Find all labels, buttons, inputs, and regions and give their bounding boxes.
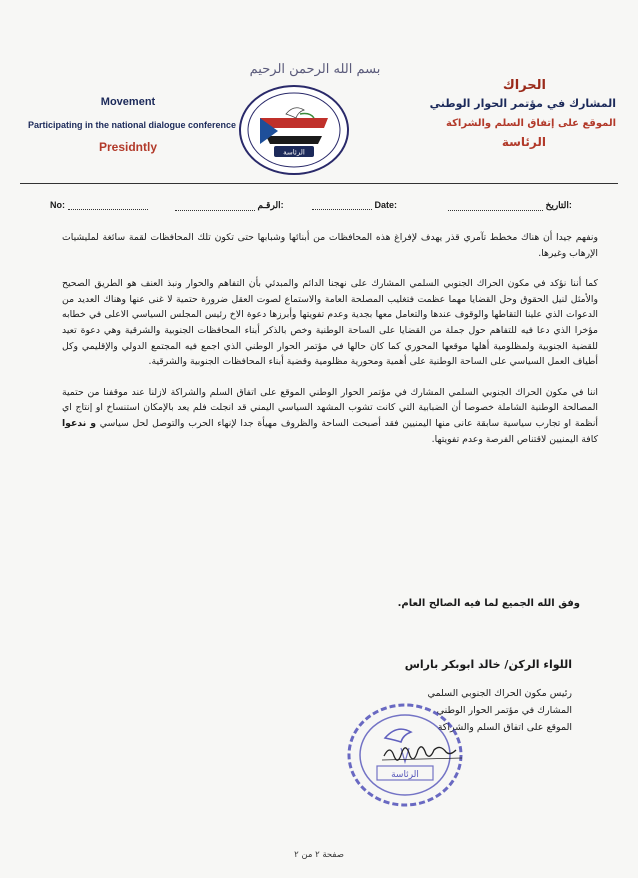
signatory-title-line-3: الموقع على اتفاق السلم والشراكة <box>437 722 572 733</box>
number-field-ar <box>175 200 284 211</box>
number-blank-ar <box>175 210 255 211</box>
number-field <box>50 200 148 210</box>
letter-body <box>62 230 598 462</box>
header-ar-signatory: الموقع على إتفاق السلم والشراكة <box>446 118 616 129</box>
header-ar-presidency: الرئاسة <box>501 135 546 149</box>
date-label: Date: <box>374 200 398 210</box>
header-ar-movement: الحراك <box>502 78 546 93</box>
signatory-title-line-1: رئيس مكون الحراك الجنوبي السلمي <box>427 688 572 699</box>
paragraph-3-text-b: كافة اليمنيين لاقتناص الفرصة وعدم تفويتها. <box>431 433 598 445</box>
date-field <box>312 200 397 210</box>
header-arabic-block <box>396 78 616 149</box>
header-en-movement: Movement <box>100 96 156 108</box>
basmala: بسم الله الرحمن الرحيم <box>249 62 381 77</box>
date-blank-left <box>312 209 372 210</box>
date-blank <box>448 210 543 211</box>
header-en-presidency: Presidntly <box>98 140 158 154</box>
signatory-title-line-2: المشارك في مؤتمر الحوار الوطني <box>436 705 572 716</box>
paragraph-3-text-a: اننا في مكون الحراك الجنوبي السلمي المشارك في مؤتمر الحوار الوطني الموقع على اتفاق السلم والشراكة لازلنا عند موقفنا من حتمية المصالحة الوطنية الشاملة خصوصا أن الضبابية التي كانت تشوب المشهد السياسي اليمني قد انجلت فلم يعد بالإمكان استنساخ او إنتاج اي أنظمة او تجارب سياسية سابقة عانى منها اليمنيين فقد أصبحت الساحة والظروف مهيأة جدا لإنهاء الحرب والتوصل لحل سياسي <box>62 386 598 429</box>
paragraph-3 <box>62 385 598 447</box>
stamp-caption: الرئاسة <box>391 770 419 780</box>
header-ar-participating: المشارك في مؤتمر الحوار الوطني <box>429 97 616 110</box>
header-en-participating: Participating in the national dialogue conference <box>28 120 237 130</box>
date-field-ar <box>448 200 572 211</box>
header-divider <box>20 183 618 184</box>
no-label: No: <box>50 200 65 210</box>
date-label-ar: التاريخ: <box>545 200 572 210</box>
closing-line: وفق الله الجميع لما فيه الصالح العام. <box>397 598 580 609</box>
handwritten-signature <box>378 738 468 766</box>
paragraph-2: كما أننا نؤكد في مكون الحراك الجنوبي السلمي المشارك على نهجنا الدائم والمبدئي بأن التفاهم والحوار ونبذ العنف هو الطريق الصحيح والأمثل لنيل الحقوق وحل القضايا مهما عظمت فتغليب المصلحة العامة والاستماع لصوت العقل ضرورة حتمية لا غنى عنها وهناك العديد من الدعوات الذي علينا التقاطها والوقوف عندها والتعامل معها بجدية وعدم تفويتها وأبرزها دعوة الاخ رئيس المجلس السياسي الاعلى في خطابه مؤخرا الذي دعا فيه للتفاهم حول جملة من القضايا على الساحة الوطنية وخص بالذكر أبناء المحافظات الجنوبية والشرقية وهي دعوة تعيد للقضية الجنوبية ولمظلومية أهلها موقعها المحوري كما كان حالها في مؤتمر الحوار الوطني الذي اجمع فيه المجتمع الدولي والإقليمي وكل أطياف العمل السياسي على الساحة الوطنية على أهمية ومحورية مظلومية وقضية أبناء المحافظات الجنوبية والشرقية. <box>62 278 598 368</box>
paragraph-3-emphasis: و ندعوا <box>62 417 97 429</box>
logo-caption: الرئاسة <box>283 148 305 157</box>
paragraph-1: ونفهم جيدا أن هناك مخطط تآمري قذر يهدف لإفراغ هذه المحافظات من أبنائها وشبابها حتى تكون تلك المحافظات لقمة سائغة لمليشيات الإرهاب وغيرها. <box>62 232 598 259</box>
signatory-name: اللواء الركن/ خالد ابوبكر باراس <box>404 658 572 671</box>
organization-logo <box>238 84 350 176</box>
number-label-ar: الرقـم: <box>257 200 284 210</box>
header-english-block <box>28 96 237 154</box>
page-number: صفحة ٢ من ٢ <box>294 850 344 860</box>
number-blank <box>68 209 148 210</box>
